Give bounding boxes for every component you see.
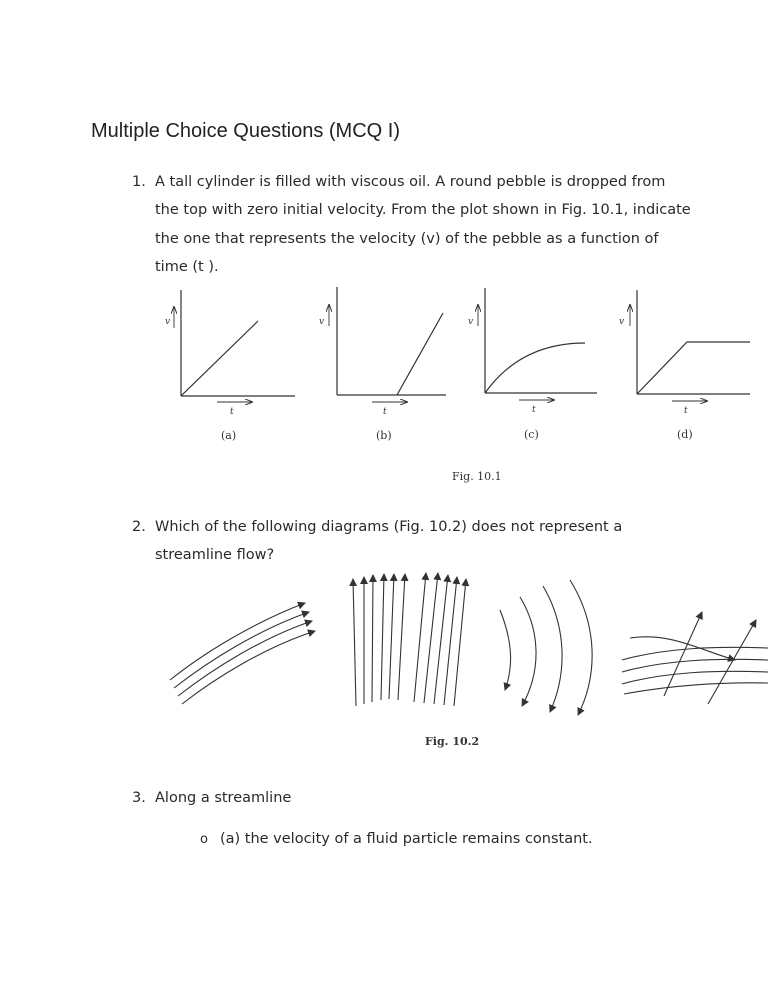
page-title: Multiple Choice Questions (MCQ I): [91, 120, 400, 142]
v-label: v: [165, 317, 171, 327]
question-text: Which of the following diagrams (Fig. 10.2) does not represent a streamline flow?: [155, 519, 623, 564]
flow-diagram-a: [170, 603, 315, 704]
question-3: [132, 784, 692, 812]
option-a: [200, 831, 593, 847]
panel-label: (c): [524, 428, 539, 441]
question-text: Along a streamline: [155, 790, 292, 806]
figure-caption: Fig. 10.1: [452, 470, 502, 483]
curve-d: [637, 342, 750, 394]
graph-c: [478, 288, 597, 400]
question-text: A tall cylinder is filled with viscous oil. A round pebble is dropped from the top with zero initial velocity. From the plot shown in Fig. 10.1, indicate the one that represents the velocity (v) of the pebble as a function of time (t ).: [155, 174, 691, 276]
graph-a: [174, 290, 295, 402]
panel-label: (d): [677, 428, 693, 441]
flow-diagram-b: [353, 573, 466, 706]
figure-caption: Fig. 10.2: [425, 735, 480, 748]
t-label: t: [383, 407, 387, 417]
question-number: 2.: [132, 519, 146, 535]
graph-b: [329, 287, 446, 402]
option-bullet: o: [200, 832, 208, 847]
t-label: t: [230, 407, 234, 417]
curve-c: [485, 343, 585, 393]
t-label: t: [532, 405, 536, 415]
flow-diagram-c: [500, 580, 592, 715]
question-number: 1.: [132, 174, 146, 190]
t-label: t: [684, 406, 688, 416]
panel-label: (b): [376, 429, 392, 442]
v-label: v: [319, 317, 325, 327]
curve-b: [397, 313, 443, 395]
graph-d: [630, 290, 750, 401]
question-number: 3.: [132, 790, 146, 806]
panel-label: (a): [221, 429, 237, 442]
option-text: (a) the velocity of a fluid particle remains constant.: [219, 831, 593, 847]
question-2: [132, 513, 692, 570]
question-1: [132, 168, 692, 282]
v-label: v: [468, 317, 474, 327]
curve-a: [181, 321, 258, 396]
flow-diagram-d: [622, 612, 768, 704]
v-label: v: [619, 317, 625, 327]
